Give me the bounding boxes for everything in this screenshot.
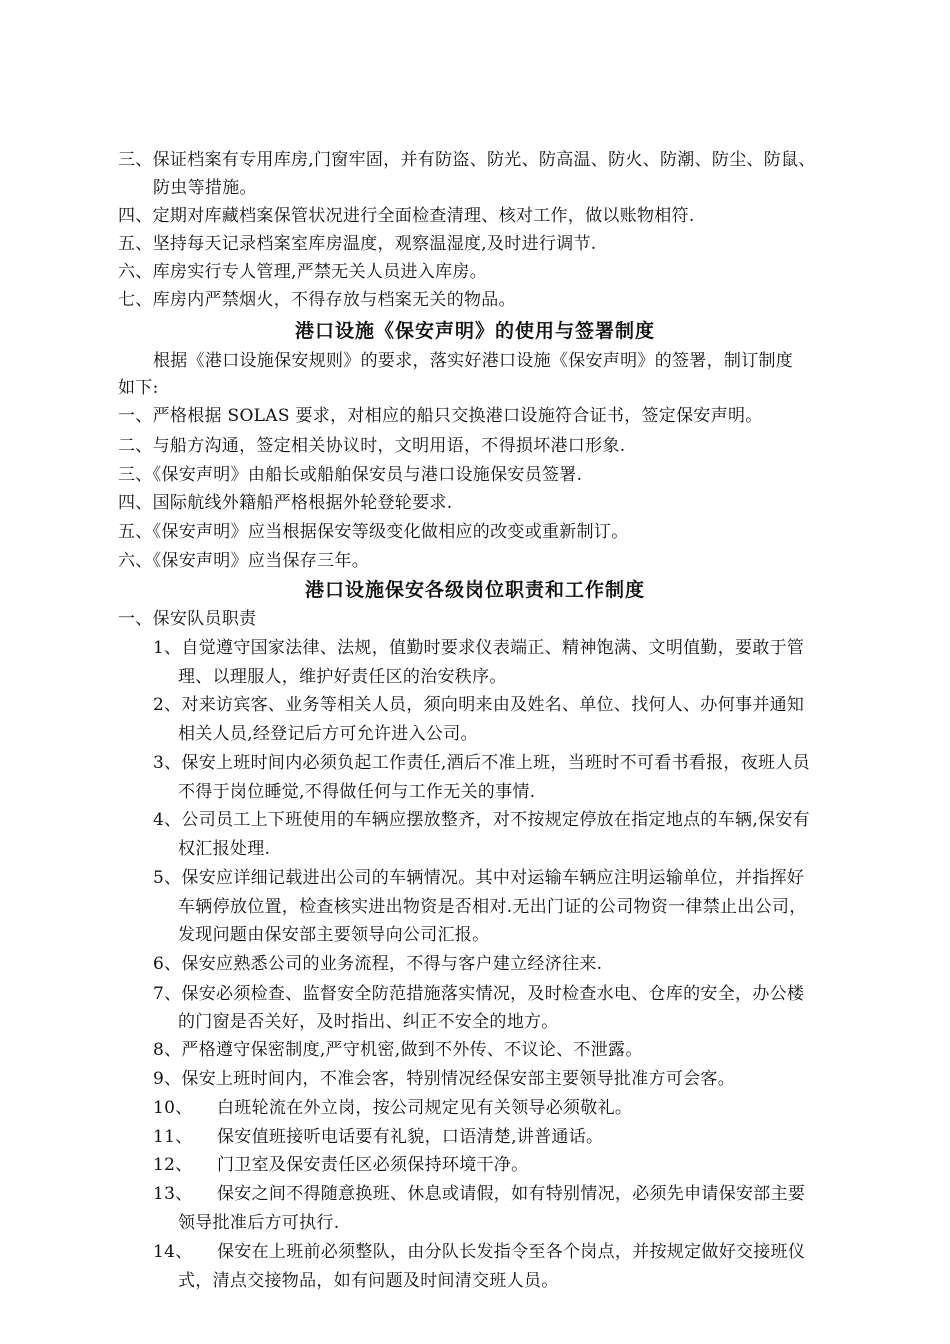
duty-number: 3、 <box>153 753 182 773</box>
section2-subheading: 一、保安队员职责 <box>118 609 257 629</box>
duty-text: 保安上班时间内，不准会客，特别情况经保安部主要领导批准方可会客。 <box>181 1069 736 1089</box>
duty-7 <box>153 980 804 1008</box>
duty-13 <box>153 1180 805 1208</box>
section1-item-2: 二、与船方沟通，签定相关协议时，文明用语，不得损坏港口形象. <box>118 436 626 456</box>
duty-2-cont: 相关人员,经登记后方可允许进入公司。 <box>178 724 478 744</box>
duty-5 <box>153 864 804 892</box>
duty-1-cont: 理、以理服人，维护好责任区的治安秩序。 <box>178 667 507 687</box>
archive-rule-5: 五、坚持每天记录档案室库房温度，观察温湿度,及时进行调节. <box>118 234 597 254</box>
duty-text: 门卫室及保安责任区必须保持环境干净。 <box>217 1155 529 1175</box>
duty-number: 14、 <box>153 1242 193 1262</box>
section1-item-5: 五、《保安声明》应当根据保安等级变化做相应的改变或重新制订。 <box>118 522 629 542</box>
section1-item-6: 六、《保安声明》应当保存三年。 <box>118 551 369 571</box>
duty-number: 1、 <box>153 638 182 658</box>
archive-rule-4: 四、定期对库藏档案保管状况进行全面检查清理、核对工作，做以账物相符. <box>118 206 695 226</box>
duty-10 <box>153 1094 632 1122</box>
archive-rule-6: 六、库房实行专人管理,严禁无关人员进入库房。 <box>118 262 488 282</box>
duty-text: 保安应详细记载进出公司的车辆情况。其中对运输车辆应注明运输单位，并指挥好 <box>181 868 805 888</box>
archive-rule-3: 三、保证档案有专用库房,门窗牢固，并有防盗、防光、防高温、防火、防潮、防尘、防鼠、 <box>118 150 816 170</box>
section1-item-4: 四、国际航线外籍船严格根据外轮登轮要求. <box>118 493 453 513</box>
duty-number: 6、 <box>153 954 182 974</box>
duty-text: 保安必须检查、监督安全防范措施落实情况，及时检查水电、仓库的安全，办公楼 <box>181 984 805 1004</box>
duty-12 <box>153 1151 528 1179</box>
duty-8 <box>153 1036 643 1064</box>
duty-3 <box>153 749 810 777</box>
duty-number: 9、 <box>153 1069 182 1089</box>
archive-rule-7: 七、库房内严禁烟火，不得存放与档案无关的物品。 <box>118 290 516 310</box>
duty-number: 12、 <box>153 1155 193 1175</box>
duty-11 <box>153 1123 603 1151</box>
duty-13-cont: 领导批准后方可执行. <box>178 1213 340 1233</box>
section1-intro-cont: 如下: <box>118 378 159 398</box>
duty-number: 8、 <box>153 1040 182 1060</box>
duty-text: 保安之间不得随意换班、休息或请假，如有特别情况，必须先申请保安部主要 <box>217 1184 806 1204</box>
duty-text: 公司员工上下班使用的车辆应摆放整齐，对不按规定停放在指定地点的车辆,保安有 <box>181 810 810 830</box>
duty-text: 自觉遵守国家法律、法规，值勤时要求仪表端正、精神饱满、文明值勤，要敢于管 <box>181 638 805 658</box>
duty-5-cont-1: 车辆停放位置，检查核实进出物资是否相对.无出门证的公司物资一律禁止出公司， <box>178 897 807 917</box>
duty-9 <box>153 1065 735 1093</box>
section1-item-3: 三、《保安声明》由船长或船舶保安员与港口设施保安员签署. <box>118 465 583 485</box>
duty-number: 11、 <box>153 1127 193 1147</box>
duty-3-cont: 不得于岗位睡觉,不得做任何与工作无关的事情. <box>178 782 536 802</box>
duty-number: 10、 <box>153 1098 193 1118</box>
duty-number: 13、 <box>153 1184 193 1204</box>
duty-2 <box>153 691 804 719</box>
duty-4-cont: 权汇报处理. <box>178 839 271 859</box>
duty-4 <box>153 806 810 834</box>
duty-text: 保安上班时间内必须负起工作责任,酒后不准上班，当班时不可看书看报，夜班人员 <box>181 753 810 773</box>
duty-number: 5、 <box>153 868 182 888</box>
duty-5-cont-2: 发现问题由保安部主要领导向公司汇报。 <box>178 925 490 945</box>
duty-text: 白班轮流在外立岗，按公司规定见有关领导必须敬礼。 <box>217 1098 633 1118</box>
section1-title: 港口设施《保安声明》的使用与签署制度 <box>294 320 655 342</box>
section1-item-1: 一、严格根据 SOLAS 要求，对相应的船只交换港口设施符合证书，签定保安声明。 <box>118 406 763 426</box>
duty-text: 对来访宾客、业务等相关人员，须向明来由及姓名、单位、找何人、办何事并通知 <box>181 695 805 715</box>
duty-number: 2、 <box>153 695 182 715</box>
duty-text: 保安值班接听电话要有礼貌，口语清楚,讲普通话。 <box>217 1127 604 1147</box>
section2-title: 港口设施保安各级岗位职责和工作制度 <box>304 579 645 601</box>
duty-number: 4、 <box>153 810 182 830</box>
duty-text: 保安应熟悉公司的业务流程，不得与客户建立经济往来. <box>181 954 603 974</box>
duty-text: 严格遵守保密制度,严守机密,做到不外传、不议论、不泄露。 <box>181 1040 643 1060</box>
duty-14-cont: 式，清点交接物品，如有问题及时间清交班人员。 <box>178 1271 559 1291</box>
archive-rule-3-cont: 防虫等措施。 <box>153 178 257 198</box>
section1-intro: 根据《港口设施保安规则》的要求，落实好港口设施《保安声明》的签署，制订制度 <box>153 351 794 371</box>
duty-14 <box>153 1238 805 1266</box>
duty-7-cont: 的门窗是否关好，及时指出、纠正不安全的地方。 <box>178 1012 559 1032</box>
duty-1 <box>153 634 804 662</box>
duty-6 <box>153 950 602 978</box>
duty-text: 保安在上班前必须整队，由分队长发指令至各个岗点，并按规定做好交接班仪 <box>217 1242 806 1262</box>
duty-number: 7、 <box>153 984 182 1004</box>
